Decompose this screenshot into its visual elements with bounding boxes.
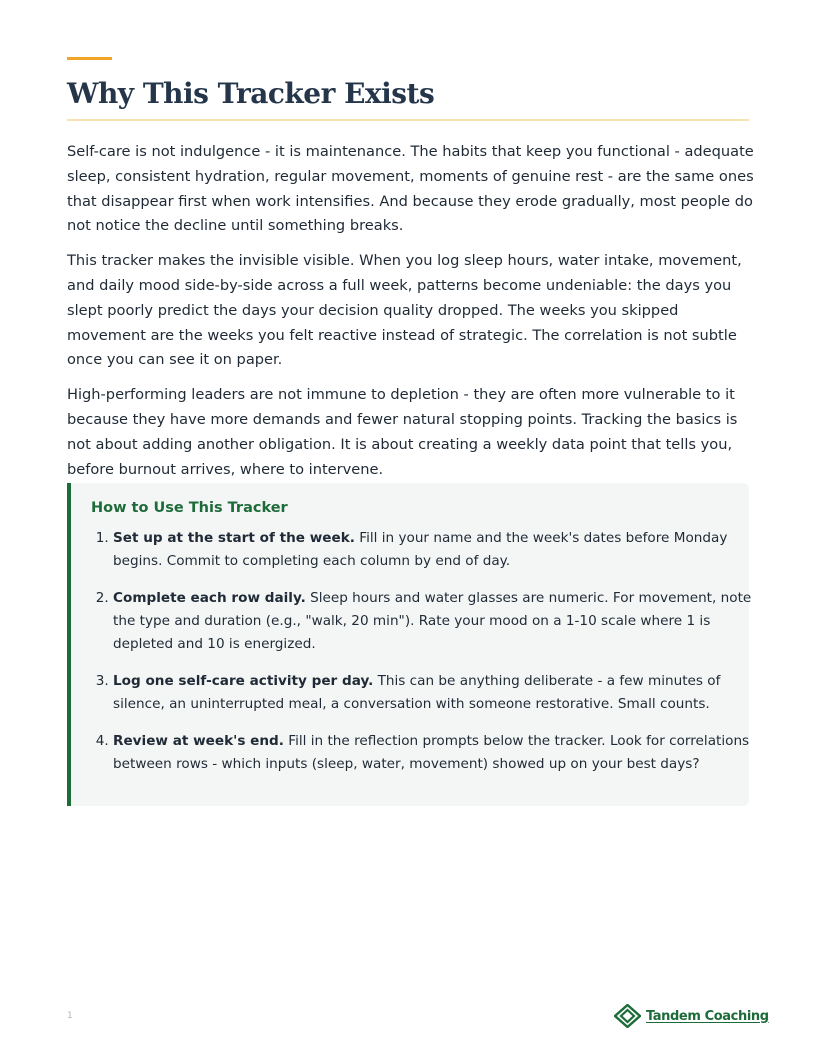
page-number: 1 (67, 1011, 73, 1021)
intro-paragraph: This tracker makes the invisible visible. When you log sleep hours, water intake, movement, and daily mood side-by-side across a full week, patterns become undeniable: the days you slept poorly predict the days your decision quality dropped. The weeks you skipped movement are the weeks you felt reactive instead of strategic. The correlation is not subtle once you can see it on paper. (67, 252, 742, 369)
step-text: Sleep hours and water glasses are numeric. For movement, note the type and duration (e.g., "walk, 20 min"). Rate your mood on a 1-10 scale where 1 is depleted and 10 is energized. (113, 590, 752, 652)
brand-name: Tandem Coaching (646, 1008, 769, 1024)
step-text: This can be anything deliberate - a few minutes of silence, an uninterrupted meal, a conversation with someone restorative. Small counts. (113, 673, 721, 712)
step-lead: Complete each row daily. (113, 590, 306, 606)
step-text: Fill in the reflection prompts below the tracker. Look for correlations between rows - which inputs (sleep, water, movement) showed up on your best days? (113, 733, 750, 772)
tandem-diamond-icon (614, 1004, 641, 1028)
title-accent-bar (67, 57, 112, 60)
step-lead: Set up at the start of the week. (113, 530, 355, 546)
page-title: Why This Tracker Exists (67, 77, 435, 110)
how-to-steps (91, 527, 753, 790)
how-to-step (113, 670, 753, 716)
intro-paragraph: Self-care is not indulgence - it is maintenance. The habits that keep you functional - adequate sleep, consistent hydration, regular movement, moments of genuine rest - are the same ones that disappear first when work intensifies. And because they erode gradually, most people do not notice the decline until something breaks. (67, 143, 754, 235)
how-to-callout (67, 483, 752, 806)
how-to-title: How to Use This Tracker (91, 500, 288, 516)
how-to-step (113, 527, 753, 573)
how-to-step (113, 587, 753, 656)
step-lead: Log one self-care activity per day. (113, 673, 374, 689)
step-text: Fill in your name and the week's dates before Monday begins. Commit to completing each column by end of day. (113, 530, 728, 569)
intro-section (67, 140, 757, 492)
step-lead: Review at week's end. (113, 733, 284, 749)
brand-logo (614, 1004, 769, 1028)
how-to-step (113, 730, 753, 776)
title-divider (67, 119, 749, 121)
intro-paragraph: High-performing leaders are not immune to depletion - they are often more vulnerable to it because they have more demands and fewer natural stopping points. Tracking the basics is not about adding another obligation. It is about creating a weekly data point that tells you, before burnout arrives, where to intervene. (67, 386, 738, 478)
